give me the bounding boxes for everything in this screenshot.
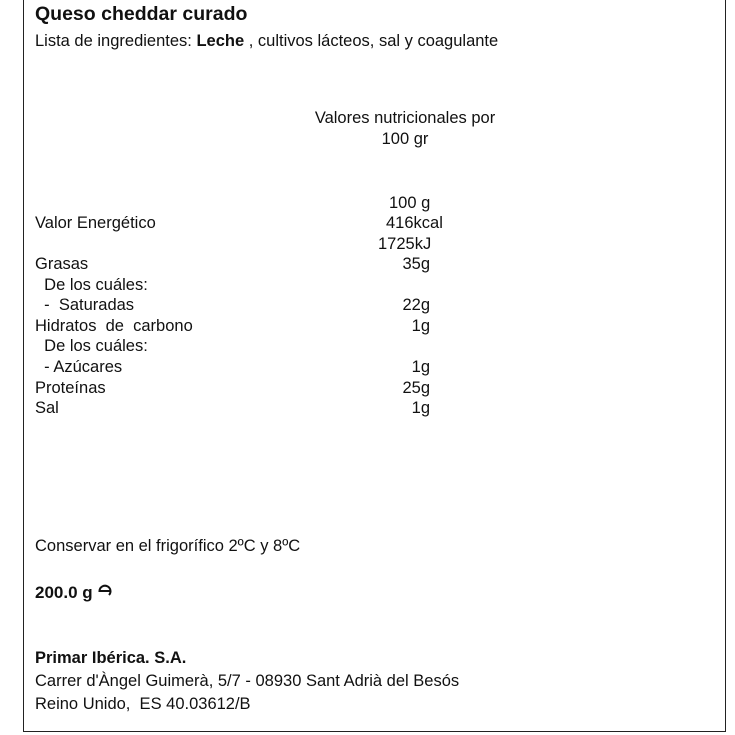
nutrition-row-value: 1g [411, 399, 430, 417]
nutrition-row-name: De los cuáles: [35, 276, 148, 294]
nutrition-row-value: 25g [402, 379, 430, 397]
ingredients-rest: , cultivos lácteos, sal y coagulante [244, 32, 499, 50]
nutrition-row-name: Proteínas [35, 379, 106, 397]
net-weight [35, 581, 115, 603]
ingredients-line [35, 31, 498, 51]
company-country-code: Reino Unido, ES 40.03612/B [35, 695, 251, 713]
company-address: Carrer d'Àngel Guimerà, 5/7 - 08930 Sant Adrià del Besós [35, 672, 460, 690]
nutrition-row-value: 1g [411, 317, 430, 335]
net-weight-value: 200.0 g [35, 583, 93, 602]
ingredients-allergen: Leche [196, 32, 245, 50]
estimated-sign-icon [95, 581, 115, 601]
nutrition-row-name: Hidratos de carbono [35, 317, 193, 335]
nutrition-row-name: Sal [35, 399, 59, 417]
nutrition-row-name: - Azúcares [35, 358, 123, 376]
nutrition-row-value: 1g [411, 358, 430, 376]
company-name: Primar Ibérica. S.A. [35, 649, 187, 667]
nutrition-row-value: 1725kJ [378, 235, 432, 253]
nutrition-header: Valores nutricionales por 100 gr [314, 109, 496, 148]
nutrition-row-value: 22g [402, 296, 430, 314]
ingredients-prefix: Lista de ingredientes: [35, 32, 197, 50]
nutrition-row-name: De los cuáles: [35, 337, 148, 355]
nutrition-column-header: 100 g [389, 194, 431, 212]
storage-instructions: Conservar en el frigorífico 2ºC y 8ºC [35, 537, 301, 555]
nutrition-row-value: 35g [402, 255, 430, 273]
product-title: Queso cheddar curado [35, 3, 248, 25]
nutrition-row-value: 416kcal [386, 214, 443, 232]
nutrition-row-name: Valor Energético [35, 214, 156, 232]
nutrition-row-name: Grasas [35, 255, 89, 273]
nutrition-row-name: - Saturadas [35, 296, 135, 314]
